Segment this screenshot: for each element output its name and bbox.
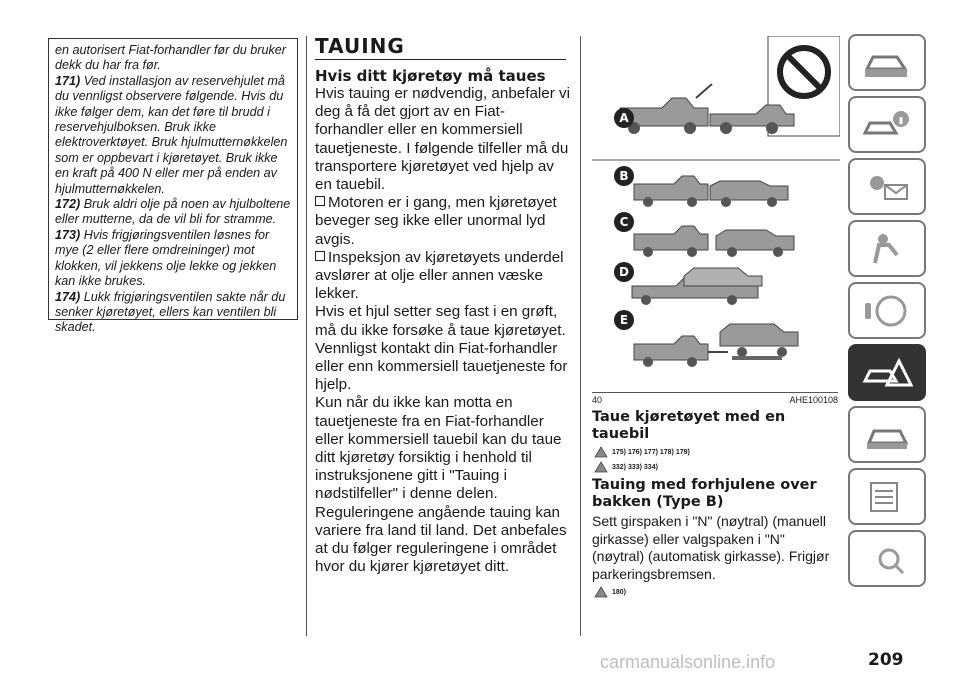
tab-warning-lights[interactable] xyxy=(848,158,926,215)
chapter-sidebar xyxy=(848,34,928,592)
car-dashboard-icon xyxy=(861,45,913,81)
warning-references xyxy=(594,586,840,598)
tab-car-info[interactable] xyxy=(848,96,926,153)
main-column xyxy=(315,34,570,576)
note-number: 174) xyxy=(55,289,81,304)
note-text: Hvis frigjøringsventilen løsnes for mye (2 eller flere omdreininger) mot klokken, vil jekkens olje lekke og jekken kan ikke brukes. xyxy=(55,227,277,289)
bullet-item xyxy=(315,249,570,304)
airbag-safety-icon xyxy=(861,231,913,267)
warning-references xyxy=(594,461,840,473)
tab-safety[interactable] xyxy=(848,220,926,277)
tab-specifications[interactable] xyxy=(848,468,926,525)
paragraph: Hvis et hjul setter seg fast i en grøft, må du ikke forsøke å taue kjøretøyet. Vennligst kontakt din Fiat-forhandler eller enn kommersiell tauetjeneste for hjelp. xyxy=(315,303,568,394)
warning-refs-text: 332) 333) 334) xyxy=(612,463,658,471)
emergency-car-icon xyxy=(861,355,913,391)
warning-references xyxy=(594,446,840,458)
bullet-text: Inspeksjon av kjøretøyets underdel avslører at olje eller annen væske lekker. xyxy=(315,248,564,303)
figure-label-e: E xyxy=(614,310,634,330)
figure-label-c: C xyxy=(614,212,634,232)
warning-refs-text: 180) xyxy=(612,588,627,596)
tow-scene-d xyxy=(632,268,762,305)
heading-tow-truck: Taue kjøretøyet med en tauebil xyxy=(592,409,786,442)
note-173 xyxy=(55,228,291,290)
warning-lights-icon xyxy=(861,169,913,205)
paragraph: Kun når du ikke kan motta en tauetjeneste fra en Fiat-forhandler eller kommersiell tauebil kan du taue ditt kjøretøy forsiktig i henhold til instruksjonene gitt i "Tauing i nødstilfeller" i denne delen. Reguleringene angående tauing kan variere fra land til land. Det anbefales at du følger reguleringene i området hvor du kjører kjøretøyet ditt. xyxy=(315,394,567,576)
figure-caption xyxy=(592,392,838,405)
warning-refs-text: 175) 176) 177) 178) 179) xyxy=(612,448,690,456)
title-rule xyxy=(315,59,566,60)
checkbox-bullet-icon xyxy=(315,251,325,261)
figure-label-d: D xyxy=(614,262,634,282)
intro-text: en autorisert Fiat-forhandler før du bruker dekk du har fra før. xyxy=(55,43,286,73)
note-172 xyxy=(55,197,291,228)
car-maintenance-icon xyxy=(861,417,913,453)
figure-code: AHE100108 xyxy=(789,395,838,405)
page-number: 209 xyxy=(868,650,904,670)
tab-maintenance[interactable] xyxy=(848,406,926,463)
bullet-item xyxy=(315,194,570,249)
note-text: Ved installasjon av reservehjulet må du vennligst observere følgende. Hvis du ikke følger dem, kan det føre til brudd i reservehjulboksen. Bruk ikke elektroverktøyet. Bruk hjulmutternøkkelen som er oppbevart i kjøretøyet. Bruk ikke en kraft på 400 N eller mer på enden av hjulmutternøkkelen. xyxy=(55,73,288,196)
notes-box xyxy=(48,38,298,335)
figure-label-b: B xyxy=(614,166,634,186)
warning-triangle-icon xyxy=(594,586,608,598)
checkbox-bullet-icon xyxy=(315,196,325,206)
column-divider xyxy=(580,36,581,636)
note-text: Bruk aldri olje på noen av hjulboltene eller mutterne, da de vil bli for stramme. xyxy=(55,197,291,227)
section-title: TAUING xyxy=(315,34,405,58)
paragraph: Hvis tauing er nødvendig, anbefaler vi deg å få det gjort av en Fiat-forhandler eller en kommersiell tauetjeneste. I følgende tilfeller må du transportere kjøretøyet ved hjelp av en tauebil. xyxy=(315,85,570,194)
car-info-icon xyxy=(861,107,913,143)
paragraph: Sett girspaken i "N" (nøytral) (manuell girkasse) eller valgspaken i "N" (nøytral) (automatisk girkasse). Frigjør parkeringsbremsen. xyxy=(592,513,830,582)
warning-triangle-icon xyxy=(594,461,608,473)
alphabetical-index-icon xyxy=(861,541,913,577)
towing-figure xyxy=(592,36,840,392)
bullet-text: Motoren er i gang, men kjøretøyet beveger seg ikke eller unormal lyd avgis. xyxy=(315,194,557,248)
tab-emergency[interactable] xyxy=(848,344,926,401)
tow-scene-c xyxy=(634,226,794,257)
note-number: 173) xyxy=(55,227,81,242)
tow-scene-b xyxy=(634,176,788,207)
figure-number: 40 xyxy=(592,395,603,405)
heading-type-b: Tauing med forhjulene over bakken (Type B) xyxy=(592,477,817,510)
subheading: Hvis ditt kjøretøy må taues xyxy=(315,67,546,85)
tow-scene-e xyxy=(634,324,798,367)
note-number: 172) xyxy=(55,197,81,212)
note-171 xyxy=(55,74,291,197)
column-divider xyxy=(306,36,307,636)
tab-driving[interactable] xyxy=(848,282,926,339)
note-text: Lukk frigjøringsventilen sakte når du senker kjøretøyet, ellers kan ventilen bli skadet. xyxy=(55,289,286,335)
steering-wheel-icon xyxy=(861,293,913,329)
note-174 xyxy=(55,290,291,336)
warning-triangle-icon xyxy=(594,446,608,458)
tab-dashboard[interactable] xyxy=(848,34,926,91)
figure-label-a: A xyxy=(614,108,634,128)
watermark: carmanualsonline.info xyxy=(600,652,776,672)
note-number: 171) xyxy=(55,73,81,88)
specifications-list-icon xyxy=(861,479,913,515)
tab-index[interactable] xyxy=(848,530,926,587)
figure-column xyxy=(592,36,840,598)
